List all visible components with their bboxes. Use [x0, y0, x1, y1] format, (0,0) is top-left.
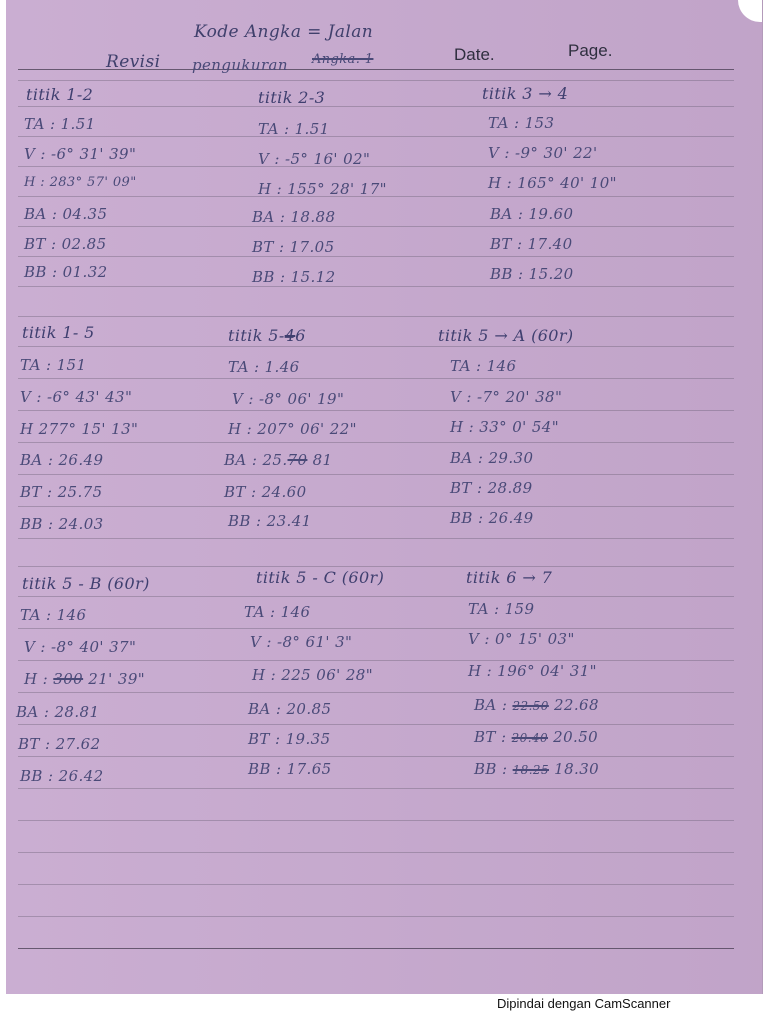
- titik-3-4-bt: BT : 17.40: [490, 235, 573, 253]
- rule-line: [18, 916, 734, 917]
- rule-line: [18, 410, 734, 411]
- rule-line: [18, 80, 734, 81]
- rule-line: [18, 566, 734, 567]
- titik-5-6-prefix: titik 5-: [228, 326, 285, 345]
- rule-line: [18, 538, 734, 539]
- rule-line: [18, 820, 734, 821]
- titik-5-6-suffix: 6: [295, 326, 306, 345]
- rule-line: [18, 442, 734, 443]
- revision-label: Revisi: [106, 52, 161, 72]
- titik-1-2-bb: BB : 01.32: [24, 263, 108, 281]
- titik-6-7-h: H : 196° 04' 31": [468, 662, 597, 680]
- titik-6-7-ba-value: 22.68: [553, 696, 599, 714]
- titik-6-7-bt-prefix: BT :: [474, 728, 507, 746]
- rule-line: [18, 724, 734, 725]
- titik-5-6-ba-struck: 70: [287, 451, 308, 469]
- titik-6-7-ba-struck: 22.50: [512, 699, 549, 713]
- titik-1-5-h: H 277° 15' 13": [20, 420, 139, 438]
- titik-2-3-v: V : -5° 16' 02": [258, 150, 371, 168]
- rule-line: [18, 378, 734, 379]
- rule-line: [18, 106, 734, 107]
- titik-6-7-ba-prefix: BA :: [474, 696, 508, 714]
- titik-5-b-ba: BA : 28.81: [16, 703, 100, 721]
- titik-1-2-h: H : 283° 57' 09": [24, 175, 137, 190]
- titik-5-b-h-value: 21' 39": [88, 670, 146, 688]
- titik-5-6-ta: TA : 1.46: [228, 358, 300, 376]
- titik-6-7-bb-prefix: BB :: [474, 760, 508, 778]
- rule-line: [18, 506, 734, 507]
- titik-5-c-ta: TA : 146: [244, 603, 311, 621]
- rule-line: [18, 474, 734, 475]
- titik-5-c-v: V : -8° 61' 3": [250, 633, 353, 651]
- titik-5-a-bt: BT : 28.89: [450, 479, 533, 497]
- struck-subtitle: Angka. 1: [312, 52, 374, 67]
- titik-6-7-bb-struck: 18.25: [512, 763, 549, 777]
- titik-2-3-label: titik 2-3: [258, 88, 326, 107]
- titik-5-6-struck: 4: [284, 326, 296, 345]
- rule-line: [18, 660, 734, 661]
- titik-5-b-bb: BB : 26.42: [20, 767, 104, 785]
- titik-5-c-ba: BA : 20.85: [248, 700, 332, 718]
- titik-5-6-v: V : -8° 06' 19": [232, 390, 345, 408]
- titik-2-3-bt: BT : 17.05: [252, 238, 335, 256]
- rule-line: [18, 788, 734, 789]
- titik-1-5-v: V : -6° 43' 43": [20, 388, 133, 406]
- titik-1-5-bt: BT : 25.75: [20, 483, 103, 501]
- titik-1-5-label: titik 1- 5: [22, 323, 95, 342]
- titik-5-6-h: H : 207° 06' 22": [228, 420, 357, 438]
- titik-6-7-bb: [474, 760, 599, 778]
- notebook-paper: [6, 0, 763, 994]
- titik-6-7-v: V : 0° 15' 03": [468, 630, 575, 648]
- page-label: Page.: [568, 41, 613, 60]
- titik-5-b-h: [24, 670, 145, 688]
- titik-3-4-ba: BA : 19.60: [490, 205, 574, 223]
- titik-5-a-label: titik 5 → A (60r): [438, 326, 574, 345]
- titik-3-4-label: titik 3 → 4: [482, 84, 569, 103]
- titik-5-a-bb: BB : 26.49: [450, 509, 534, 527]
- titik-6-7-bt: [474, 728, 598, 746]
- revision-subtitle: pengukuran: [192, 56, 288, 74]
- titik-5-6-label: [228, 326, 306, 345]
- rule-line: [18, 596, 734, 597]
- titik-6-7-label: titik 6 → 7: [466, 568, 553, 587]
- titik-3-4-v: V : -9° 30' 22': [488, 144, 598, 162]
- titik-5-c-h: H : 225 06' 28": [252, 666, 374, 684]
- bottom-rule: [18, 948, 734, 949]
- titik-6-7-ba: [474, 696, 599, 714]
- titik-5-c-bt: BT : 19.35: [248, 730, 331, 748]
- rule-line: [18, 166, 734, 167]
- titik-5-b-v: V : -8° 40' 37": [24, 638, 137, 656]
- titik-1-2-v: V : -6° 31' 39": [24, 145, 137, 163]
- rule-line: [18, 692, 734, 693]
- titik-1-2-bt: BT : 02.85: [24, 235, 107, 253]
- titik-5-b-h-prefix: H :: [24, 670, 49, 688]
- titik-1-5-ba: BA : 26.49: [20, 451, 104, 469]
- titik-1-2-ba: BA : 04.35: [24, 205, 108, 223]
- page-title: Kode Angka = Jalan: [194, 22, 374, 42]
- rule-line: [18, 852, 734, 853]
- rule-line: [18, 756, 734, 757]
- titik-5-b-label: titik 5 - B (60r): [22, 574, 150, 593]
- rule-line: [18, 316, 734, 317]
- titik-5-6-ba-value: 81: [312, 451, 333, 469]
- titik-1-5-ta: TA : 151: [20, 356, 87, 374]
- titik-1-2-ta: TA : 1.51: [24, 115, 96, 133]
- titik-5-a-ba: BA : 29.30: [450, 449, 534, 467]
- rule-line: [18, 884, 734, 885]
- titik-5-c-bb: BB : 17.65: [248, 760, 332, 778]
- rule-line: [18, 628, 734, 629]
- titik-5-a-h: H : 33° 0' 54": [450, 418, 560, 436]
- titik-5-6-bt: BT : 24.60: [224, 483, 307, 501]
- titik-5-b-ta: TA : 146: [20, 606, 87, 624]
- titik-1-2-label: titik 1-2: [26, 85, 94, 104]
- titik-5-b-bt: BT : 27.62: [18, 735, 101, 753]
- rule-line: [18, 256, 734, 257]
- titik-5-c-label: titik 5 - C (60r): [256, 568, 385, 587]
- titik-2-3-bb: BB : 15.12: [252, 268, 336, 286]
- titik-6-7-bt-struck: 20.40: [511, 731, 548, 745]
- titik-5-6-ba: [224, 451, 332, 469]
- titik-6-7-bt-value: 20.50: [553, 728, 599, 746]
- titik-2-3-h: H : 155° 28' 17": [258, 180, 387, 198]
- camscanner-watermark: Dipindai dengan CamScanner: [497, 996, 671, 1011]
- titik-3-4-h: H : 165° 40' 10": [488, 174, 617, 192]
- titik-5-a-ta: TA : 146: [450, 357, 517, 375]
- titik-1-5-bb: BB : 24.03: [20, 515, 104, 533]
- titik-5-b-h-struck: 300: [53, 670, 84, 688]
- titik-6-7-bb-value: 18.30: [554, 760, 600, 778]
- titik-5-a-v: V : -7° 20' 38": [450, 388, 563, 406]
- titik-2-3-ta: TA : 1.51: [258, 120, 330, 138]
- titik-3-4-bb: BB : 15.20: [490, 265, 574, 283]
- date-label: Date.: [454, 45, 495, 64]
- titik-3-4-ta: TA : 153: [488, 114, 555, 132]
- titik-6-7-ta: TA : 159: [468, 600, 535, 618]
- rule-line: [18, 226, 734, 227]
- titik-5-6-ba-prefix: BA : 25.: [224, 451, 288, 469]
- titik-5-6-bb: BB : 23.41: [228, 512, 312, 530]
- rule-line: [18, 136, 734, 137]
- rule-line: [18, 286, 734, 287]
- titik-2-3-ba: BA : 18.88: [252, 208, 336, 226]
- rule-line: [18, 346, 734, 347]
